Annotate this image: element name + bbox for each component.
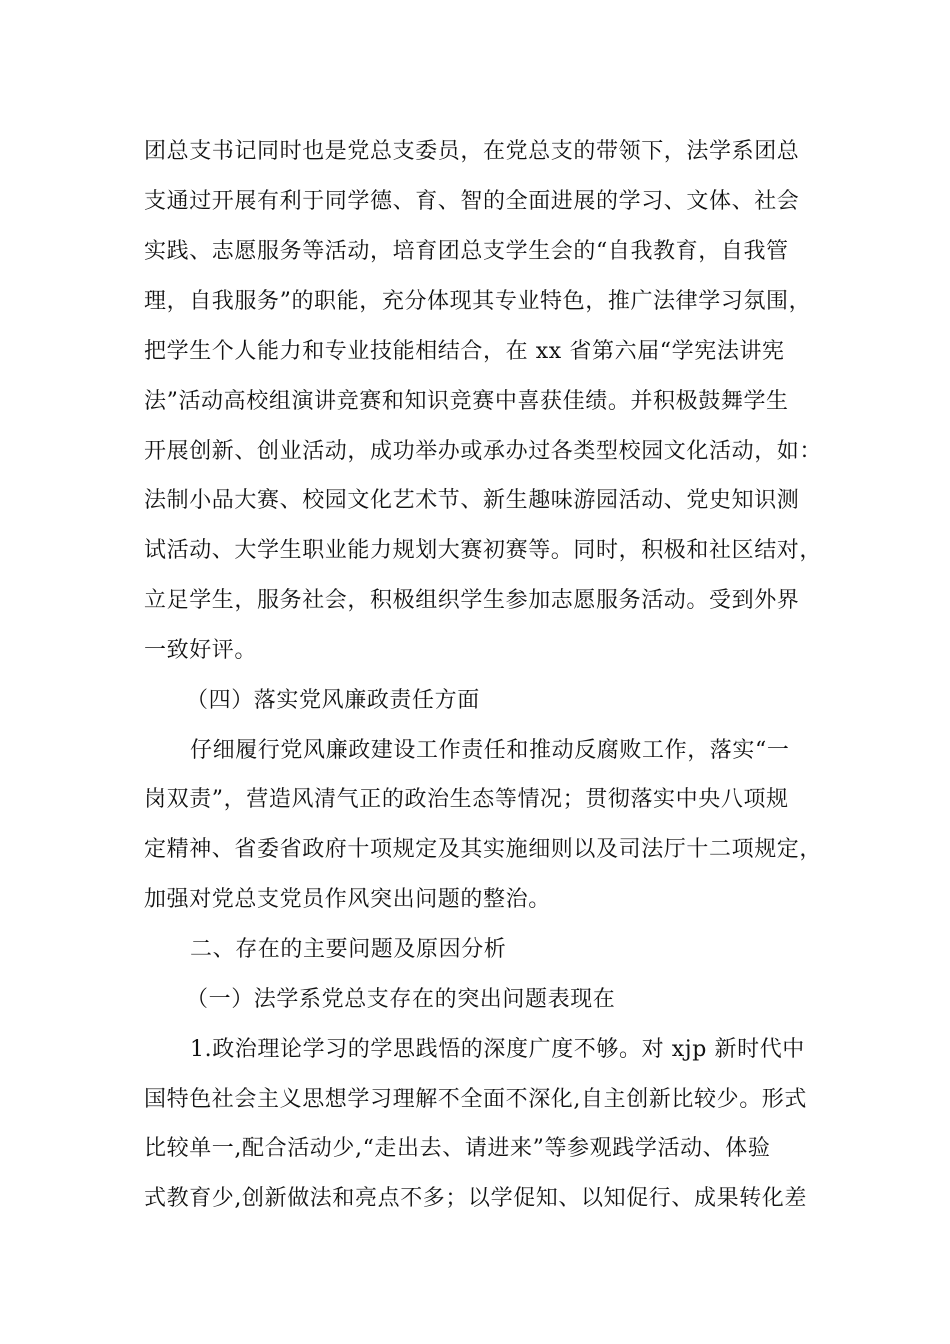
text-line: 法”活动高校组演讲竞赛和知识竞赛中喜获佳绩。并积极鼓舞学生 bbox=[144, 389, 789, 414]
text-line: 仔细履行党风廉政建设工作责任和推动反腐败工作，落实“一 bbox=[190, 738, 790, 763]
text-line: 团总支书记同时也是党总支委员，在党总支的带领下，法学系团总 bbox=[144, 139, 800, 164]
text-line: 法制小品大赛、校园文化艺术节、新生趣味游园活动、党史知识测 bbox=[144, 488, 800, 513]
text-line: 岗双责”，营造风清气正的政治生态等情况；贯彻落实中央八项规 bbox=[144, 787, 789, 812]
text-line: 开展创新、创业活动，成功举办或承办过各类型校园文化活动，如： bbox=[144, 439, 823, 464]
text-line: 一致好评。 bbox=[144, 638, 258, 663]
section-heading: 二、存在的主要问题及原因分析 bbox=[190, 937, 507, 962]
text-line: 加强对党总支党员作风突出问题的整治。 bbox=[144, 887, 551, 912]
text-line: 1.政治理论学习的学思践悟的深度广度不够。对 xjp 新时代中 bbox=[190, 1037, 805, 1062]
text-line: 比较单一,配合活动少,“走出去、请进来”等参观践学活动、体验 bbox=[144, 1136, 771, 1161]
text-line: 定精神、省委省政府十项规定及其实施细则以及司法厅十二项规定， bbox=[144, 837, 823, 862]
text-line: 立足学生，服务社会，积极组织学生参加志愿服务活动。受到外界 bbox=[144, 588, 800, 613]
text-line: 实践、志愿服务等活动，培育团总支学生会的“自我教育，自我管 bbox=[144, 239, 789, 264]
text-line: 支通过开展有利于同学德、育、智的全面进展的学习、文体、社会 bbox=[144, 189, 800, 214]
text-line: 式教育少,创新做法和亮点不多；以学促知、以知促行、成果转化差 bbox=[144, 1186, 807, 1211]
text-line: 国特色社会主义思想学习理解不全面不深化,自主创新比较少。形式 bbox=[144, 1087, 807, 1112]
text-line: 理，自我服务”的职能，充分体现其专业特色，推广法律学习氛围， bbox=[144, 289, 812, 314]
section-heading: （四）落实党风廉政责任方面 bbox=[186, 688, 480, 713]
subsection-heading: （一）法学系党总支存在的突出问题表现在 bbox=[186, 987, 616, 1012]
text-line: 把学生个人能力和专业技能相结合，在 xx 省第六届“学宪法讲宪 bbox=[144, 339, 785, 364]
text-line: 试活动、大学生职业能力规划大赛初赛等。同时，积极和社区结对， bbox=[144, 538, 823, 563]
